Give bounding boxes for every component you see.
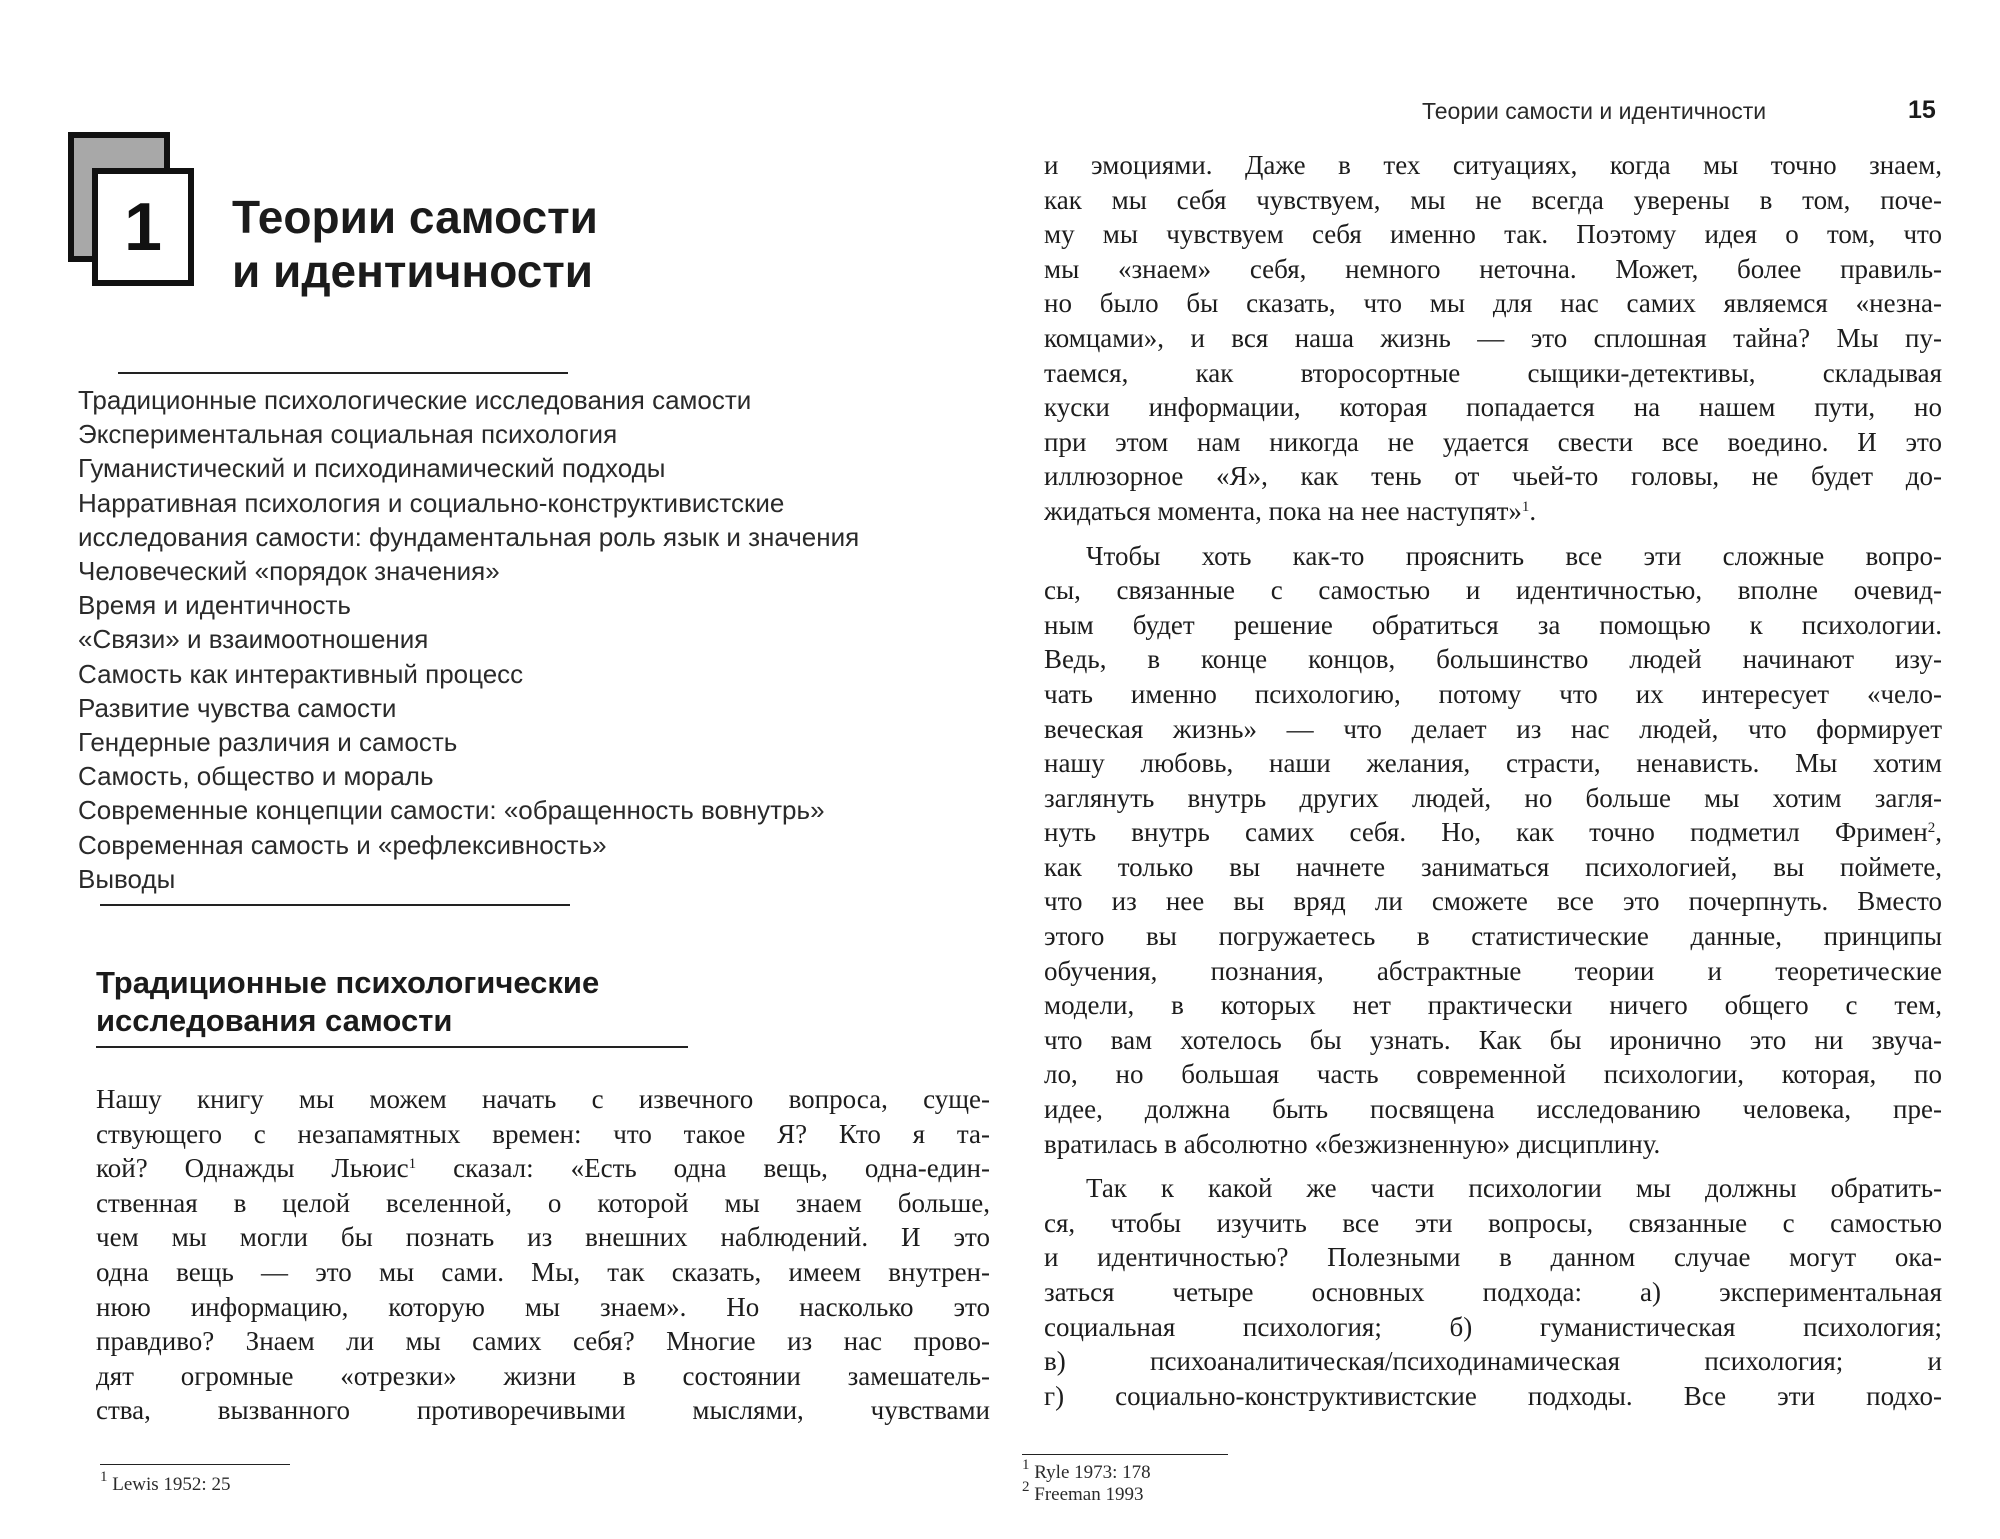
text-line	[1044, 494, 1942, 529]
text-line: чать именно психологию, потому что их интересует «чело-	[1044, 678, 1942, 709]
text-line: ства, вызванного противоречивыми мыслями, чувствами	[96, 1395, 990, 1426]
text-line: этого вы погружаетесь в статистические данные, принципы	[1044, 921, 1942, 952]
text-line: таемся, как второсортные сыщики-детективы, складывая	[1044, 357, 1942, 388]
footnotes-left	[100, 1469, 231, 1496]
footnote-text: Ryle 1973: 178	[1029, 1462, 1151, 1483]
text-line: вратилась в абсолютно «безжизненную» дисциплину.	[1044, 1128, 1661, 1159]
footnote-ref: 2	[1927, 820, 1936, 837]
section-heading-line-2: исследования самости	[96, 1003, 453, 1038]
toc-bottom-rule	[100, 904, 570, 906]
text-line: ственная в целой вселенной, о которой мы знаем больше,	[96, 1187, 990, 1218]
text-line: ным будет решение обратиться за помощью к психологии.	[1044, 609, 1942, 640]
footnote-mark: 2	[1022, 1479, 1030, 1495]
chapter-number: 1	[92, 168, 194, 286]
toc-item: Самость как интерактивный процесс	[78, 658, 524, 689]
toc-item: Современные концепции самости: «обращенность вовнутрь»	[78, 795, 825, 826]
footnote-ref: 1	[1521, 498, 1530, 515]
toc-item: Развитие чувства самости	[78, 692, 397, 723]
chapter-contents-list	[78, 383, 998, 896]
text-line	[96, 1151, 990, 1186]
text-line: что вам хотелось бы узнать. Как бы иронично это ни звуча-	[1044, 1024, 1942, 1055]
text-line: как мы себя чувствуем, мы не всегда уверены в том, поче-	[1044, 184, 1942, 215]
text-line: ло, но большая часть современной психологии, которая, по	[1044, 1059, 1942, 1090]
toc-item: Гендерные различия и самость	[78, 727, 458, 758]
chapter-title-line-2: и идентичности	[232, 245, 594, 297]
text-line: веческая жизнь» — что делает из нас людей, что формирует	[1044, 713, 1942, 744]
text-segment: кой? Однажды Льюис	[96, 1153, 409, 1184]
toc-item: «Связи» и взаимоотношения	[78, 624, 429, 655]
running-head: Теории самости и идентичности	[1422, 98, 1767, 124]
footnotes-right	[1022, 1457, 1151, 1506]
text-segment: ,	[1935, 817, 1942, 848]
footnote	[1022, 1457, 1151, 1484]
footnote-rule	[1022, 1454, 1228, 1455]
section-heading-rule	[96, 1046, 688, 1048]
text-line: г) социально-конструктивистские подходы. Все эти подхо-	[1044, 1380, 1942, 1411]
text-line: и идентичностью? Полезными в данном случае могут ока-	[1044, 1242, 1942, 1273]
text-line: нашу любовь, наши желания, страсти, ненависть. Мы хотим	[1044, 748, 1942, 779]
chapter-title	[232, 190, 752, 298]
footnote-text: Lewis 1952: 25	[107, 1474, 231, 1495]
text-segment: .	[1529, 495, 1537, 526]
text-line: ствующего с незапамятных времен: что такое Я? Кто я та-	[96, 1118, 990, 1149]
body-text-right	[1044, 148, 1942, 1423]
toc-item: Самость, общество и мораль	[78, 761, 434, 792]
text-line: и эмоциями. Даже в тех ситуациях, когда мы точно знаем,	[1044, 150, 1942, 180]
text-line: ся, чтобы изучить все эти вопросы, связанные с самостью	[1044, 1207, 1942, 1238]
section-heading-line-1: Традиционные психологические	[96, 965, 600, 1000]
text-line: Ведь, в конце концов, большинство людей начинают изу-	[1044, 644, 1942, 675]
text-line	[1044, 815, 1942, 850]
text-line: модели, в которых нет практически ничего общего с тем,	[1044, 990, 1942, 1021]
paragraph	[1044, 1171, 1942, 1413]
text-line: заглянуть внутрь других людей, но больше мы хотим загля-	[1044, 782, 1942, 813]
text-segment: сказал: «Есть одна вещь, одна-един-	[416, 1153, 990, 1184]
text-line: комцами», и вся наша жизнь — это сплошная тайна? Мы пу-	[1044, 322, 1942, 353]
section-heading	[96, 964, 716, 1040]
toc-item: Человеческий «порядок значения»	[78, 556, 500, 587]
text-line: мы «знаем» себя, немного неточна. Может, более правиль-	[1044, 253, 1942, 284]
toc-item: исследования самости: фундаментальная роль язык и значения	[78, 521, 860, 552]
text-line: Чтобы хоть как-то прояснить все эти сложные вопро-	[1086, 540, 1942, 571]
page-number: 15	[1908, 96, 1936, 124]
body-text-left	[96, 1082, 990, 1428]
toc-item: Нарративная психология и социально-конструктивистские	[78, 487, 785, 518]
chapter-number-box	[68, 132, 188, 287]
text-line: одна вещь — это мы сами. Мы, так сказать, имеем внутрен-	[96, 1256, 990, 1287]
text-line: чем мы могли бы познать из внешних наблюдений. И это	[96, 1222, 990, 1253]
text-segment: нуть внутрь самих себя. Но, как точно подметил Фримен	[1044, 817, 1928, 848]
text-line: социальная психология; б) гуманистическая психология;	[1044, 1311, 1942, 1342]
text-line: правдиво? Знаем ли мы самих себя? Многие из нас прово-	[96, 1326, 990, 1357]
footnote-text: Freeman 1993	[1029, 1484, 1144, 1505]
footnote	[1022, 1479, 1151, 1506]
text-line: заться четыре основных подхода: а) экспериментальная	[1044, 1277, 1942, 1307]
text-line: что из нее вы вряд ли сможете все это почерпнуть. Вместо	[1044, 886, 1942, 917]
text-line: иллюзорное «Я», как тень от чьей-то головы, не будет до-	[1044, 461, 1942, 492]
text-line: дят огромные «отрезки» жизни в состоянии замешатель-	[96, 1360, 990, 1391]
text-line: при этом нам никогда не удается свести все воедино. И это	[1044, 426, 1942, 457]
right-page	[1000, 0, 2000, 1539]
text-line: му мы чувствуем себя именно так. Поэтому идея о том, что	[1044, 219, 1942, 250]
paragraph	[1044, 148, 1942, 529]
toc-top-rule	[118, 372, 568, 374]
text-line: но было бы сказать, что мы для нас самих являемся «незна-	[1044, 288, 1942, 319]
text-line: в) психоаналитическая/психодинамическая психология; и	[1044, 1346, 1942, 1377]
footnote-rule	[100, 1464, 290, 1465]
footnote	[100, 1469, 231, 1496]
toc-item: Традиционные психологические исследования самости	[78, 385, 752, 415]
text-line: идее, должна быть посвящена исследованию человека, пре-	[1044, 1094, 1942, 1125]
footnote-mark: 1	[1022, 1457, 1030, 1473]
toc-item: Экспериментальная социальная психология	[78, 419, 618, 450]
toc-item: Выводы	[78, 863, 176, 894]
chapter-title-line-1: Теории самости	[232, 191, 598, 243]
text-line: Нашу книгу мы можем начать с извечного вопроса, суще-	[96, 1084, 990, 1114]
paragraph	[1044, 539, 1942, 1162]
toc-item: Гуманистический и психодинамический подходы	[78, 453, 666, 484]
text-segment: жидаться момента, пока на нее наступят»	[1044, 495, 1522, 526]
text-line: как только вы начнете заниматься психологией, вы поймете,	[1044, 851, 1942, 882]
toc-item: Время и идентичность	[78, 590, 351, 621]
footnote-mark: 1	[100, 1469, 108, 1485]
text-line: обучения, познания, абстрактные теории и теоретические	[1044, 955, 1942, 986]
text-line: Так к какой же части психологии мы должны обратить-	[1086, 1173, 1942, 1204]
text-line: сы, связанные с самостью и идентичностью, вполне очевид-	[1044, 575, 1942, 606]
footnote-ref: 1	[408, 1156, 417, 1173]
text-line: куски информации, которая попадается на нашем пути, но	[1044, 392, 1942, 423]
toc-item: Современная самость и «рефлексивность»	[78, 829, 607, 860]
text-line: нюю информацию, которую мы знаем». Но насколько это	[96, 1291, 990, 1322]
